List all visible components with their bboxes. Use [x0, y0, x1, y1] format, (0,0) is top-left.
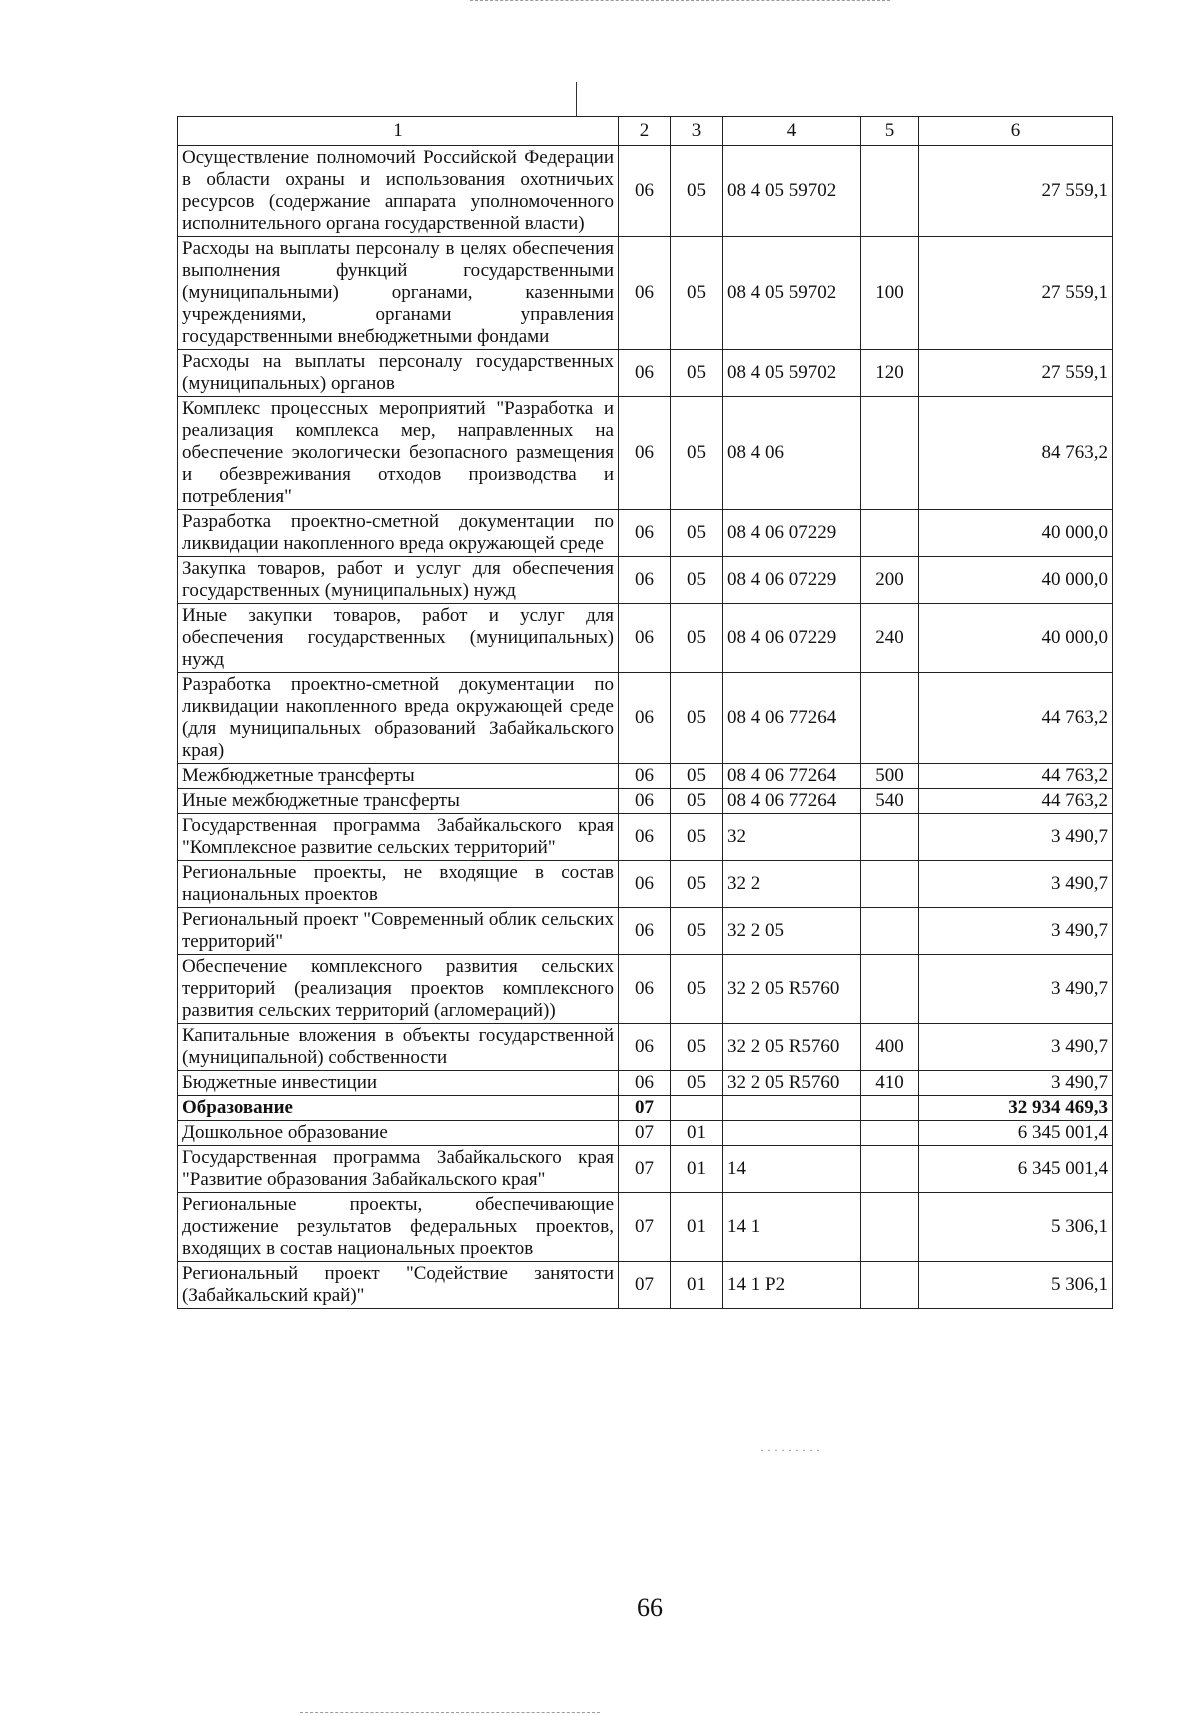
table-row — [178, 1024, 1113, 1071]
row-name: Дошкольное образование — [178, 1121, 619, 1146]
table-row — [178, 1121, 1113, 1146]
row-target-code: 08 4 06 07229 — [723, 557, 861, 604]
row-section: 06 — [619, 146, 671, 237]
row-subsection: 05 — [671, 814, 723, 861]
row-target-code: 08 4 06 07229 — [723, 510, 861, 557]
row-section: 06 — [619, 955, 671, 1024]
table-row — [178, 955, 1113, 1024]
row-target-code: 32 2 05 — [723, 908, 861, 955]
row-target-code: 08 4 05 59702 — [723, 350, 861, 397]
table-row — [178, 789, 1113, 814]
column-header-3: 3 — [671, 117, 723, 146]
row-target-code: 08 4 06 07229 — [723, 604, 861, 673]
table-row — [178, 1193, 1113, 1262]
table-header-row — [178, 117, 1113, 146]
column-header-5: 5 — [861, 117, 919, 146]
row-section: 06 — [619, 510, 671, 557]
row-expense-type: 500 — [861, 764, 919, 789]
column-header-4: 4 — [723, 117, 861, 146]
table-row — [178, 1096, 1113, 1121]
row-target-code: 32 2 — [723, 861, 861, 908]
row-expense-type — [861, 861, 919, 908]
row-expense-type: 540 — [861, 789, 919, 814]
row-expense-type — [861, 146, 919, 237]
row-name: Региональные проекты, не входящие в состав национальных проектов — [178, 861, 619, 908]
row-target-code: 14 1 P2 — [723, 1262, 861, 1309]
row-subsection: 05 — [671, 861, 723, 908]
row-subsection: 05 — [671, 604, 723, 673]
row-subsection: 01 — [671, 1262, 723, 1309]
row-subsection: 05 — [671, 955, 723, 1024]
row-section: 07 — [619, 1096, 671, 1121]
row-name: Региональный проект "Современный облик сельских территорий" — [178, 908, 619, 955]
row-name: Региональный проект "Содействие занятости (Забайкальский край)" — [178, 1262, 619, 1309]
row-subsection: 05 — [671, 789, 723, 814]
row-amount: 27 559,1 — [919, 350, 1113, 397]
row-expense-type: 120 — [861, 350, 919, 397]
row-target-code: 14 1 — [723, 1193, 861, 1262]
table-row — [178, 350, 1113, 397]
row-target-code: 08 4 06 77264 — [723, 673, 861, 764]
table-row — [178, 1146, 1113, 1193]
row-name: Расходы на выплаты персоналу государственных (муниципальных) органов — [178, 350, 619, 397]
row-expense-type: 410 — [861, 1071, 919, 1096]
row-name: Разработка проектно-сметной документации по ликвидации накопленного вреда окружающей среде (для муниципальных образований Забайкальского края) — [178, 673, 619, 764]
row-expense-type: 240 — [861, 604, 919, 673]
row-target-code: 08 4 06 77264 — [723, 764, 861, 789]
row-expense-type — [861, 1096, 919, 1121]
row-subsection: 05 — [671, 1071, 723, 1096]
table-row — [178, 1071, 1113, 1096]
row-subsection: 01 — [671, 1146, 723, 1193]
row-amount: 6 345 001,4 — [919, 1146, 1113, 1193]
row-section: 06 — [619, 1024, 671, 1071]
row-name: Обеспечение комплексного развития сельских территорий (реализация проектов комплексного развития сельских территорий (агломераций)) — [178, 955, 619, 1024]
row-expense-type — [861, 955, 919, 1024]
row-section: 06 — [619, 673, 671, 764]
row-amount: 27 559,1 — [919, 237, 1113, 350]
table-row — [178, 557, 1113, 604]
scan-top-edge-line — [470, 0, 890, 3]
row-name: Иные закупки товаров, работ и услуг для обеспечения государственных (муниципальных) нужд — [178, 604, 619, 673]
row-amount: 44 763,2 — [919, 764, 1113, 789]
row-expense-type — [861, 1121, 919, 1146]
row-target-code: 08 4 06 77264 — [723, 789, 861, 814]
row-name: Капитальные вложения в объекты государственной (муниципальной) собственности — [178, 1024, 619, 1071]
row-subsection: 05 — [671, 146, 723, 237]
row-target-code: 32 2 05 R5760 — [723, 1024, 861, 1071]
row-target-code: 08 4 05 59702 — [723, 146, 861, 237]
scan-bottom-edge-line — [300, 1712, 600, 1713]
row-subsection: 05 — [671, 908, 723, 955]
row-amount: 44 763,2 — [919, 789, 1113, 814]
row-amount: 3 490,7 — [919, 908, 1113, 955]
row-section: 07 — [619, 1121, 671, 1146]
row-name: Комплекс процессных мероприятий "Разработка и реализация комплекса мер, направленных на обеспечение экологически безопасного размещения и обезвреживания отходов производства и потребления" — [178, 397, 619, 510]
row-subsection: 05 — [671, 510, 723, 557]
column-header-1: 1 — [178, 117, 619, 146]
row-section: 06 — [619, 764, 671, 789]
row-section: 07 — [619, 1193, 671, 1262]
row-expense-type — [861, 814, 919, 861]
row-name: Образование — [178, 1096, 619, 1121]
column-header-2: 2 — [619, 117, 671, 146]
table-row — [178, 1262, 1113, 1309]
row-amount: 84 763,2 — [919, 397, 1113, 510]
table-row — [178, 604, 1113, 673]
row-name: Региональные проекты, обеспечивающие достижение результатов федеральных проектов, входящих в состав национальных проектов — [178, 1193, 619, 1262]
row-expense-type — [861, 397, 919, 510]
row-expense-type: 200 — [861, 557, 919, 604]
row-amount: 3 490,7 — [919, 814, 1113, 861]
row-amount: 32 934 469,3 — [919, 1096, 1113, 1121]
row-section: 06 — [619, 350, 671, 397]
row-expense-type — [861, 1146, 919, 1193]
row-expense-type — [861, 1193, 919, 1262]
row-target-code: 32 — [723, 814, 861, 861]
row-target-code: 08 4 05 59702 — [723, 237, 861, 350]
row-subsection: 05 — [671, 350, 723, 397]
table-row — [178, 908, 1113, 955]
row-name: Закупка товаров, работ и услуг для обеспечения государственных (муниципальных) нужд — [178, 557, 619, 604]
scan-speck-dots: · · · · · · · · · — [760, 1443, 820, 1457]
row-target-code — [723, 1121, 861, 1146]
row-section: 06 — [619, 814, 671, 861]
row-target-code: 32 2 05 R5760 — [723, 955, 861, 1024]
row-subsection: 05 — [671, 764, 723, 789]
row-amount: 40 000,0 — [919, 604, 1113, 673]
row-expense-type: 400 — [861, 1024, 919, 1071]
row-amount: 27 559,1 — [919, 146, 1113, 237]
row-name: Бюджетные инвестиции — [178, 1071, 619, 1096]
row-amount: 40 000,0 — [919, 510, 1113, 557]
row-expense-type — [861, 510, 919, 557]
table-row — [178, 146, 1113, 237]
table-row — [178, 237, 1113, 350]
row-subsection: 05 — [671, 237, 723, 350]
row-subsection: 05 — [671, 397, 723, 510]
row-subsection: 05 — [671, 1024, 723, 1071]
row-amount: 5 306,1 — [919, 1193, 1113, 1262]
row-subsection: 01 — [671, 1121, 723, 1146]
budget-table-body — [178, 117, 1113, 1309]
row-section: 06 — [619, 908, 671, 955]
page-number: 66 — [637, 1593, 663, 1622]
row-section: 06 — [619, 789, 671, 814]
row-amount: 3 490,7 — [919, 955, 1113, 1024]
column-header-6: 6 — [919, 117, 1113, 146]
row-amount: 40 000,0 — [919, 557, 1113, 604]
row-target-code: 32 2 05 R5760 — [723, 1071, 861, 1096]
scan-vertical-mark — [576, 82, 577, 116]
table-row — [178, 397, 1113, 510]
row-name: Межбюджетные трансферты — [178, 764, 619, 789]
table-row — [178, 673, 1113, 764]
row-expense-type: 100 — [861, 237, 919, 350]
row-target-code: 08 4 06 — [723, 397, 861, 510]
row-amount: 5 306,1 — [919, 1262, 1113, 1309]
row-section: 06 — [619, 604, 671, 673]
row-subsection: 05 — [671, 673, 723, 764]
row-amount: 3 490,7 — [919, 861, 1113, 908]
row-name: Осуществление полномочий Российской Федерации в области охраны и использования охотничьих ресурсов (содержание аппарата уполномоченного исполнительного органа государственной власти) — [178, 146, 619, 237]
row-section: 06 — [619, 237, 671, 350]
table-row — [178, 861, 1113, 908]
row-section: 07 — [619, 1146, 671, 1193]
row-amount: 3 490,7 — [919, 1071, 1113, 1096]
row-name: Разработка проектно-сметной документации по ликвидации накопленного вреда окружающей среде — [178, 510, 619, 557]
row-section: 07 — [619, 1262, 671, 1309]
row-name: Государственная программа Забайкальского края "Комплексное развитие сельских территорий" — [178, 814, 619, 861]
row-section: 06 — [619, 397, 671, 510]
row-section: 06 — [619, 1071, 671, 1096]
row-expense-type — [861, 908, 919, 955]
table-row — [178, 814, 1113, 861]
row-expense-type — [861, 673, 919, 764]
row-expense-type — [861, 1262, 919, 1309]
row-amount: 44 763,2 — [919, 673, 1113, 764]
budget-table — [177, 116, 1113, 1309]
row-name: Государственная программа Забайкальского края "Развитие образования Забайкальского края" — [178, 1146, 619, 1193]
row-subsection: 05 — [671, 557, 723, 604]
row-target-code: 14 — [723, 1146, 861, 1193]
row-subsection: 01 — [671, 1193, 723, 1262]
row-section: 06 — [619, 861, 671, 908]
row-subsection — [671, 1096, 723, 1121]
table-row — [178, 764, 1113, 789]
row-amount: 6 345 001,4 — [919, 1121, 1113, 1146]
row-target-code — [723, 1096, 861, 1121]
row-section: 06 — [619, 557, 671, 604]
row-amount: 3 490,7 — [919, 1024, 1113, 1071]
row-name: Расходы на выплаты персоналу в целях обеспечения выполнения функций государственными (муниципальными) органами, казенными учреждениями, органами управления государственными внебюджетными фондами — [178, 237, 619, 350]
row-name: Иные межбюджетные трансферты — [178, 789, 619, 814]
table-row — [178, 510, 1113, 557]
